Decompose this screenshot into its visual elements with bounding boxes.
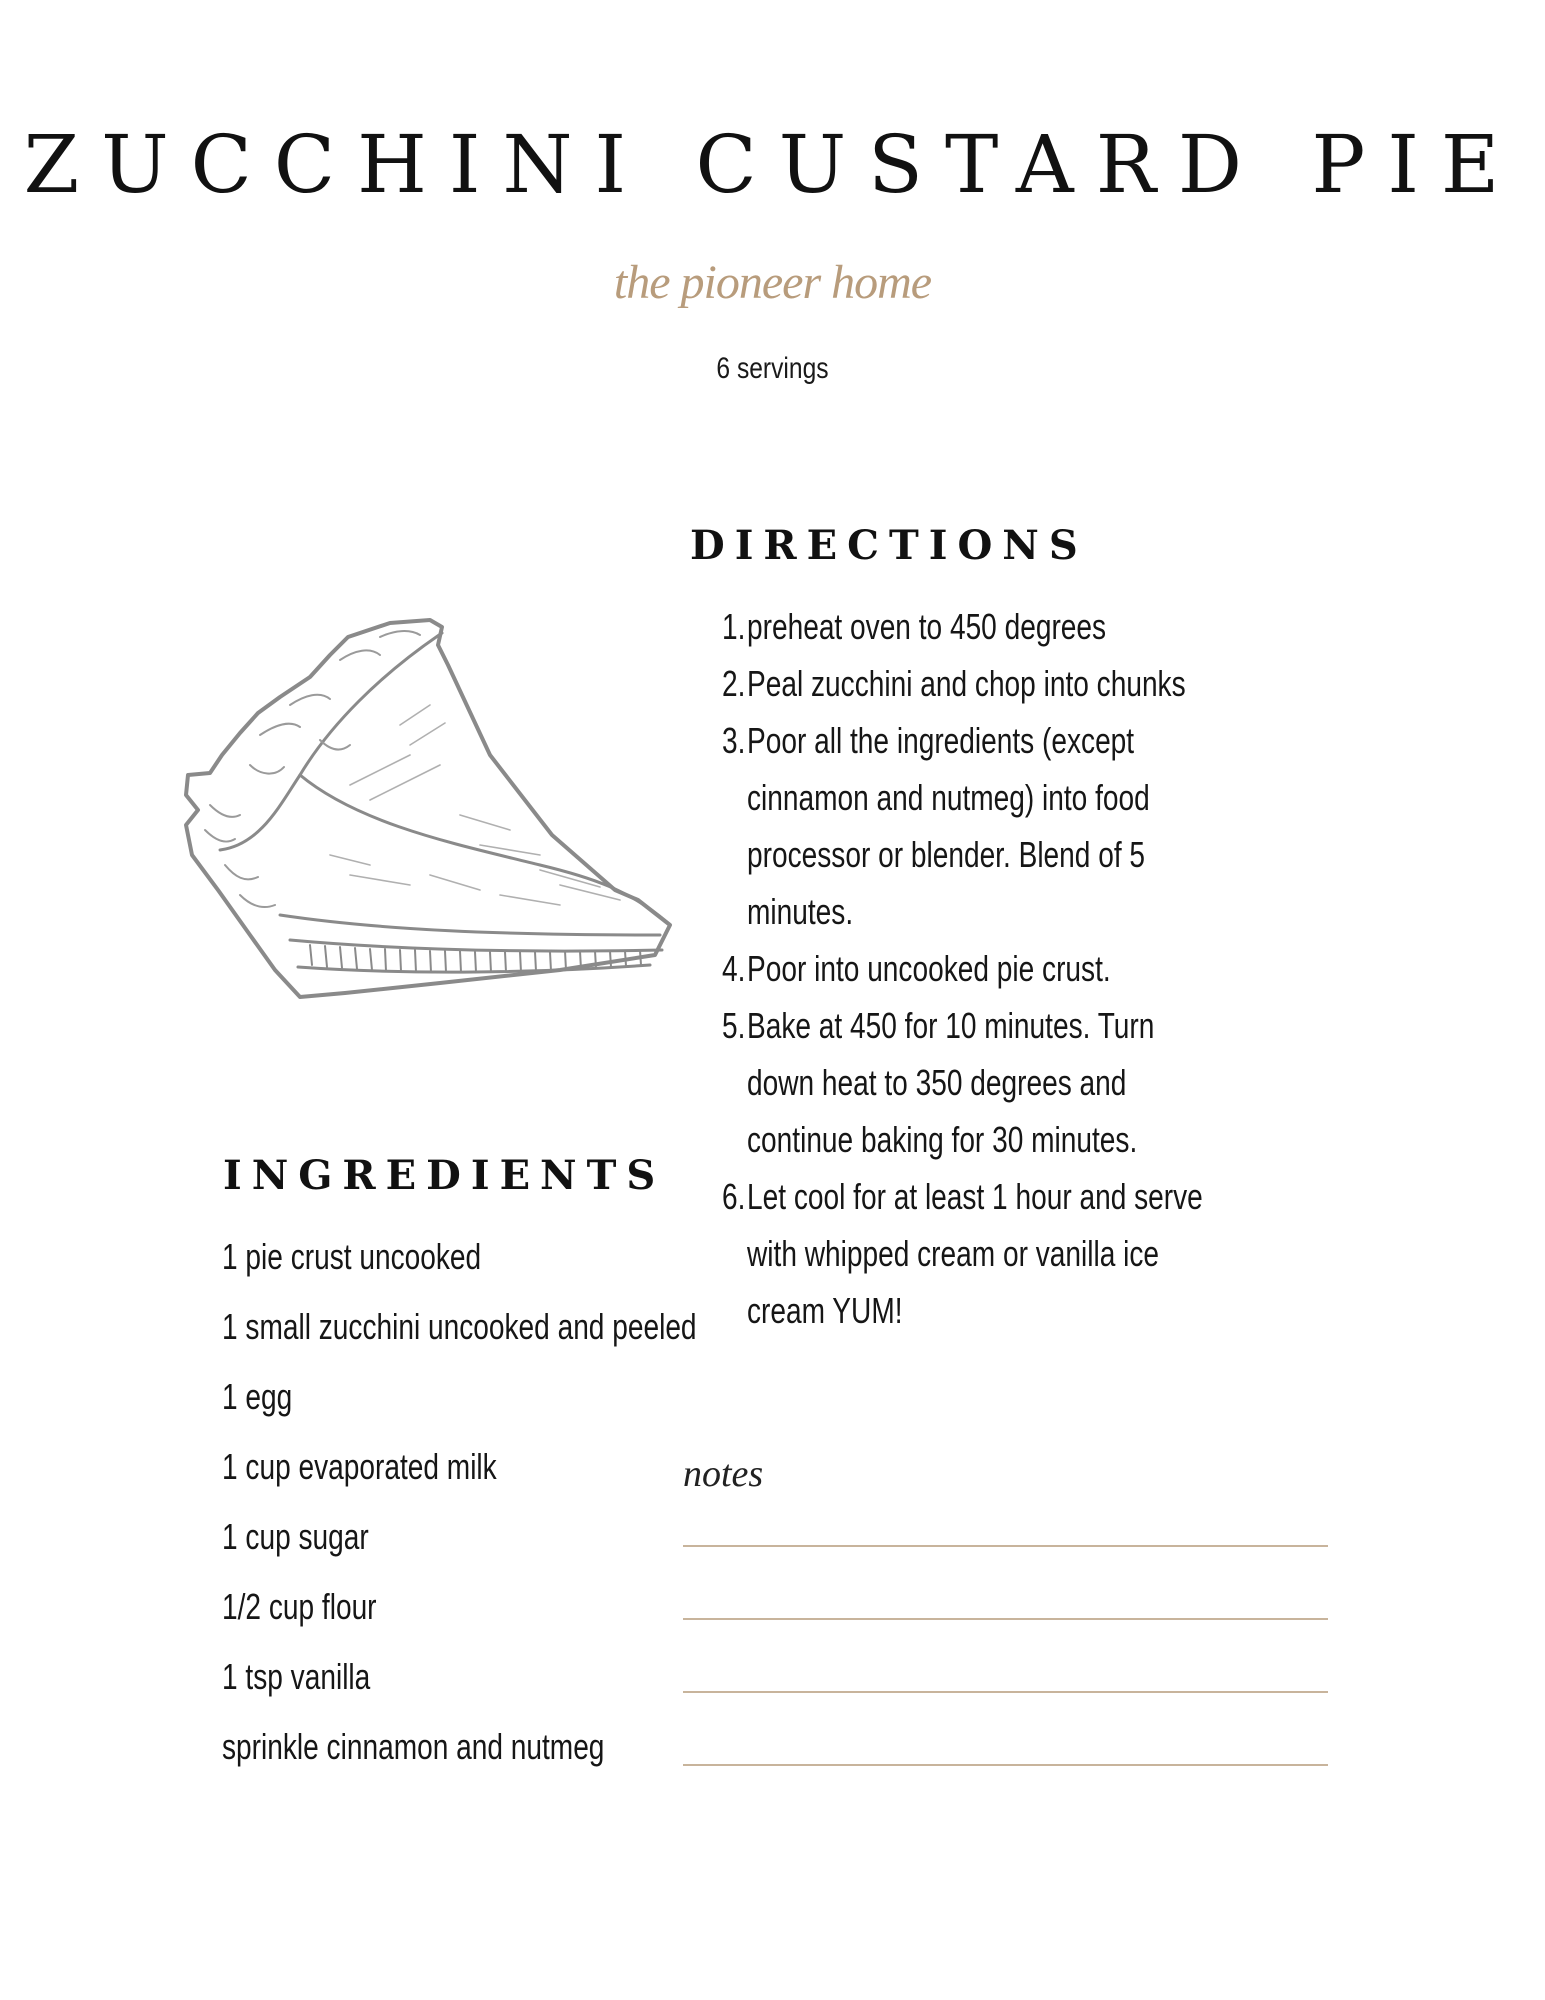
ingredient-item: 1 cup sugar xyxy=(222,1516,369,1557)
notes-line xyxy=(683,1545,1328,1547)
ingredient-item: 1 pie crust uncooked xyxy=(222,1236,482,1277)
ingredient-item: 1 egg xyxy=(222,1376,293,1417)
direction-step: 1. preheat oven to 450 degrees xyxy=(715,598,1365,655)
notes-line xyxy=(683,1691,1328,1693)
servings-text: 6 servings xyxy=(716,352,829,385)
notes-label: notes xyxy=(683,1453,764,1495)
direction-step: 2. Peal zucchini and chop into chunks xyxy=(715,655,1365,712)
ingredients-list xyxy=(222,1222,822,1782)
direction-step: 5. Bake at 450 for 10 minutes. Turn down heat to 350 degrees and continue baking for 30 minutes. xyxy=(715,997,1365,1168)
direction-step-text: Peal zucchini and chop into chunks xyxy=(747,663,1186,704)
recipe-title: ZUCCHINI CUSTARD PIE xyxy=(23,118,1522,211)
ingredient-item: 1 cup evaporated milk xyxy=(222,1446,497,1487)
directions-heading: DIRECTIONS xyxy=(690,522,1088,569)
notes-line xyxy=(683,1764,1328,1766)
direction-step-text: preheat oven to 450 degrees xyxy=(747,606,1107,647)
brand-subtitle: the pioneer home xyxy=(613,256,932,309)
direction-step-text: Poor all the ingredients (except cinnamon and nutmeg) into food processor or blender. Blend of 5 minutes. xyxy=(747,720,1150,932)
ingredient-item: 1 tsp vanilla xyxy=(222,1656,371,1697)
direction-step-text: Let cool for at least 1 hour and serve with whipped cream or vanilla ice cream YUM! xyxy=(747,1176,1203,1331)
direction-step-text: Poor into uncooked pie crust. xyxy=(747,948,1111,989)
ingredient-item: sprinkle cinnamon and nutmeg xyxy=(222,1726,605,1767)
direction-step: 6. Let cool for at least 1 hour and serve with whipped cream or vanilla ice cream YUM! xyxy=(715,1168,1365,1339)
ingredient-item: 1 small zucchini uncooked and peeled xyxy=(222,1306,697,1347)
direction-step: 3. Poor all the ingredients (except cinnamon and nutmeg) into food processor or blender. Blend of 5 minutes. xyxy=(715,712,1365,940)
direction-step-text: Bake at 450 for 10 minutes. Turn down heat to 350 degrees and continue baking for 30 minutes. xyxy=(747,1005,1155,1160)
pie-slice-illustration xyxy=(180,615,700,1010)
ingredient-item: 1/2 cup flour xyxy=(222,1586,377,1627)
notes-line xyxy=(683,1618,1328,1620)
direction-step: 4. Poor into uncooked pie crust. xyxy=(715,940,1365,997)
ingredients-heading: INGREDIENTS xyxy=(223,1152,666,1199)
